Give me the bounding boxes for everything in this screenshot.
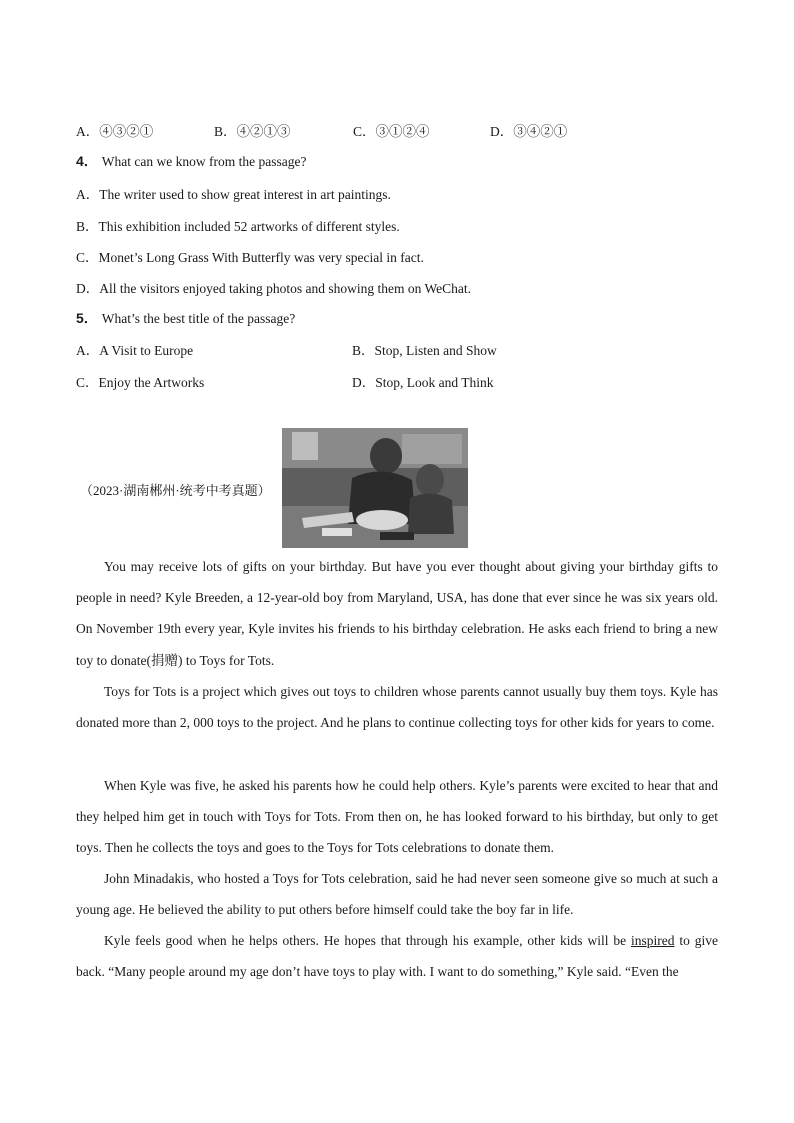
q3-option-a: A．④③②① [76, 124, 154, 139]
children-playing-photo [282, 428, 468, 548]
paragraph-5 [76, 925, 718, 987]
underlined-word: inspired [630, 933, 675, 948]
q3-options [76, 120, 676, 138]
paragraph-1-text: You may receive lots of gifts on your birthday. But have you ever thought about giving your birthday gifts to people in need? Kyle Breeden, a 12-year-old boy from Maryland, USA, has done that ever since he was six years old. On November 19th every year, Kyle invites his friends to his birthday celebration. He asks each friend to bring a new toy to donate(捐赠) to Toys for Tots. [76, 559, 718, 668]
paragraph-4 [76, 863, 718, 925]
paragraph-1 [76, 551, 718, 676]
q4-option-b: B．This exhibition included 52 artworks of different styles. [76, 219, 400, 234]
q5-option-d: D．Stop, Look and Think [352, 375, 494, 390]
q4-number: 4． [76, 153, 98, 169]
paragraph-5-text-a: Kyle feels good when he helps others. He hopes that through his example, other kids will be [104, 933, 631, 948]
q5-stem-line [76, 308, 295, 328]
q5-options-row-1 [76, 339, 676, 357]
q3-option-b: B．④②①③ [214, 124, 291, 139]
q4-stem: What can we know from the passage? [101, 154, 307, 169]
q4-option-c: C．Monet’s Long Grass With Butterfly was very special in fact. [76, 250, 424, 265]
q3-option-c: C．③①②④ [353, 124, 430, 139]
q5-option-c: C．Enjoy the Artworks [76, 375, 205, 390]
paragraph-5-text-b: to give back. “Many people around my age don’t have toys to play with. I want to do something,” Kyle said. “Even the [76, 933, 718, 980]
q5-stem: What’s the best title of the passage? [101, 311, 296, 326]
paragraph-3 [76, 770, 718, 864]
source-label: （2023·湖南郴州·统考中考真题） [80, 483, 271, 498]
q4-stem-line [76, 151, 306, 171]
q4-option-a: A．The writer used to show great interest in art paintings. [76, 187, 391, 202]
paragraph-2 [76, 676, 718, 738]
q5-option-b: B．Stop, Listen and Show [352, 343, 497, 358]
passage-photo [282, 428, 468, 548]
q5-options-row-2 [76, 371, 676, 389]
paragraph-3-text: When Kyle was five, he asked his parents how he could help others. Kyle’s parents were excited to hear that and they helped him get in touch with Toys for Tots. From then on, he has looked forward to his birthday, but only to get toys. Then he collects the toys and goes to the Toys for Tots celebrations to donate them. [76, 778, 718, 856]
q4-option-d: D．All the visitors enjoyed taking photos and showing them on WeChat. [76, 281, 472, 296]
paragraph-2-text: Toys for Tots is a project which gives out toys to children whose parents cannot usually buy them toys. Kyle has donated more than 2, 000 toys to the project. And he plans to continue collecting toys for other kids for years to come. [76, 684, 718, 731]
paragraph-4-text: John Minadakis, who hosted a Toys for Tots celebration, said he had never seen someone give so much at such a young age. He believed the ability to put others before himself could take the boy far in life. [76, 871, 718, 918]
q3-option-d: D．③④②① [490, 124, 568, 139]
q5-option-a: A．A Visit to Europe [76, 343, 194, 358]
q5-number: 5． [76, 310, 98, 326]
